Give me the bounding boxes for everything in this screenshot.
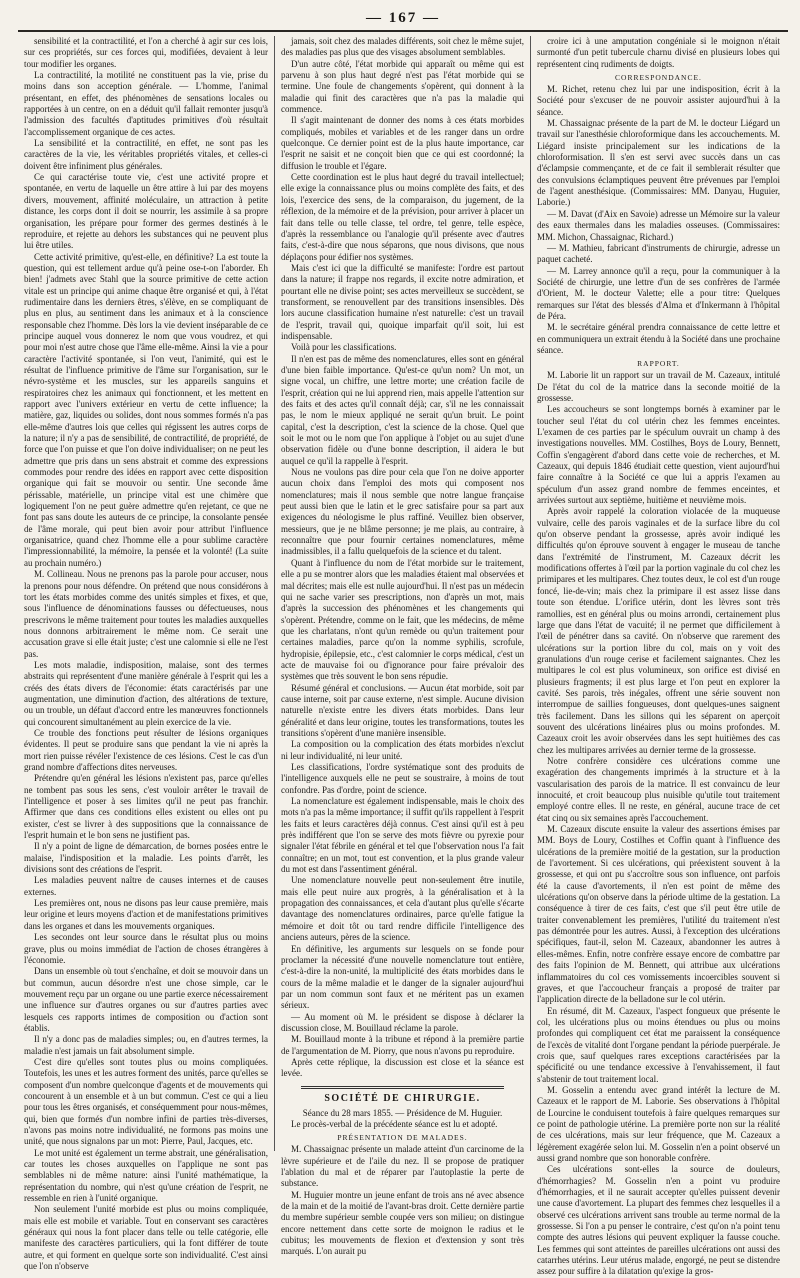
paragraph: Après cette réplique, la discussion est close et la séance est levée. xyxy=(281,1056,524,1079)
paragraph: La composition ou la complication des états morbides n'exclut ni leur individualité, ni leur unité. xyxy=(281,739,524,761)
paragraph: Cette coordination est le plus haut degré du travail intellectuel; elle exige la connaissance plus ou moins complète des faits, et des lois, l'exercice des sens, de la comparaison, du jugement, de la réflexion, de la mémoire et de la prévision, pour arriver à placer un fait dans telle ou telle classe, tel ordre, tel genre, telle espèce, d'après la ressemblance ou l'analogie qu'il présente avec d'autres faits, c'est-à-dire que nous séparons, que nous divisons, que nous déplaçons pour édifier nos systèmes. xyxy=(281,172,524,262)
paragraph: Cette activité primitive, qu'est-elle, en définitive? La est toute la question, qui est tellement ardue qu'à peine ose-t-on l'aborder. Eh bien! j'admets avec Stahl que la source primitive de cette action vitale est un principe qui anime chaque être organisé et qui, à l'état rudimentaire dans les derniers êtres, s'élève, en se compliquant de plus en plus, au sentiment dans les animaux et à la conscience responsable chez l'homme. Dès lors la vie devient inséparable de ce principe auquel vous donnerez le nom que vous voudrez, et qui pour moi n'est autre chose que l'âme elle-même. Ainsi la vie a pour caractère l'activité spontanée, si l'on veut, l'animité, qui est le résultat de l'influence primitive de l'âme sur l'organisation, sur le névro-système et les muscles, sur les appareils sanguins et respiratoires chez les animaux qui fonctionnent, et les mettent en rapport avec l'univers extérieur en vertu de cette influence; la matière, gaz, liquides ou solides, dont nous sommes formés n'a pas elle-même d'autres lois que celles qui régissent les autres corps de la nature; il n'y a pas de sensibilité, de contractilité, de propriété, de force que l'on puisse et que l'on doive individualiser; on ne peut les admettre que pris dans un sens abstrait et comme des expressions commodes pour rendre des idées en rapport avec cette disposition organique qui fait se mouvoir ou sentir. Une seconde âme périssable, matérielle, un principe vital est une chimère que logiquement l'on ne peut guère admettre qu'en rejetant, ce que ne font pas sans doute les auteurs de ce principe, la consolante pensée de l'âme morale, qui peut bien avoir pour attribut l'influence organisatrice, quand chez l'homme elle a pour sublime caractère l'impressionnabilité, la mémoire, la pensée et la volonté! (La suite au prochain numéro.) xyxy=(24,251,268,568)
column-3 xyxy=(530,36,786,1277)
paragraph: Prétendre qu'en général les lésions n'existent pas, parce qu'elles ne tombent pas sous les sens, c'est vouloir arrêter le travail de l'intelligence et poser à ses limites qu'il ne peut pas franchir. Affirmer que dans ces conditions elles existent ou elles ont pu exister, c'est se livrer à des suppositions que la connaissance de l'esprit humain et le bon sens ne justifient pas. xyxy=(24,773,268,841)
paragraph: Ce trouble des fonctions peut résulter de lésions organiques évidentes. Il peut se produire sans que pendant la vie ni après la mort rien puisse révéler l'existence de ces lésions. C'est le cas d'un grand nombre d'affections dites nerveuses. xyxy=(24,727,268,772)
paragraph: sensibilité et la contractilité, et l'on a cherché à agir sur ces lois, sur ces propriétés, sur ces forces qui, modifiées, devaient à leur tour modifier les organes. xyxy=(24,36,268,69)
paragraph: Quant à l'influence du nom de l'état morbide sur le traitement, elle a pu se montrer alors que les maladies étaient mal observées et mal décrites; mais elle est nulle aujourd'hui. Il n'est pas un médecin qui ne sache varier ses prescriptions, non d'après un mot, mais d'après la succession des phénomènes et les changements qui s'opèrent. Prétendre, comme on le fait, que les médecins, de même que les charlatans, n'ont qu'un remède ou qu'un traitement pour certaines maladies, parce qu'on la nomme syphilis, scrofule, hydropisie, épilepsie, etc., c'est calomnier le corps médical, c'est un acte de mauvaise foi ou d'ignorance pour faire prévaloir des systèmes que très souvent le bon sens répudie. xyxy=(281,557,524,682)
paragraph: Il n'en est pas de même des nomenclatures, elles sont en général d'une bien faible importance. Qu'est-ce qu'un nom? Un mot, un signe vocal, un chiffre, une lettre morte; une création facile de l'esprit, création qui ne lui apprend rien, mais appelle l'attention sur des faits et des actes qu'il connaît déjà; car, s'il ne les connaissait pas, le nom le mieux appliqué ne serait qu'un bruit. Le point capital, c'est la description, c'est la science de la chose. Quel que soit le mot ou le nom que l'on applique à l'objet ou au sujet d'une observation fidèle ou d'une bonne description, il aidera le but auquel ce qu'il la rappelle à l'esprit. xyxy=(281,353,524,466)
session-line: Séance du 28 mars 1855. — Présidence de M. Huguier. xyxy=(302,1107,503,1118)
paragraph: Les premières ont, nous ne disons pas leur cause première, mais leur origine et leurs moyens d'action et de manifestations primitives dans les organes et dans les mouvements organiques. xyxy=(24,898,268,931)
minutes-line: Le procès-verbal de la précédente séance est lu et adopté. xyxy=(291,1118,498,1129)
paragraph: Il n'y a point de ligne de démarcation, de bornes posées entre le malaise, l'indisposition et la maladie. Les points d'arrêt, les divisions sont des créations de l'esprit. xyxy=(24,841,268,875)
paragraph: Les maladies peuvent naître de causes internes et de causes externes. xyxy=(24,875,268,897)
paragraph: M. Chassaignac présente de la part de M. le docteur Liégard un travail sur l'anesthésie chloroformique dans les accouchements. M. Liégard insiste principalement sur les indications de la chloroformisation. Il s'en est servi avec succès dans un cas d'éclampsie commençante, et de ce fait il semblerait résulter que des convulsions éclamptiques peuvent être prévenues par l'emploi de l'agent anesthésique. (Commissaires: MM. Danyau, Huguier, Laborie.) xyxy=(537,118,780,208)
paragraph: La contractilité, la motilité ne constituent pas la vie, prise du moins dans son acception générale. — L'homme, l'animal présentant, en effet, des phénomènes de sensations locales ou rapportées à un centre, on en a déduit qu'il fallait remonter jusqu'à l'admission des facultés d'aptitudes primitives d'où résultait l'accomplissement organique de ces actes. xyxy=(24,70,268,137)
paragraph: La nomenclature est également indispensable, mais le choix des mots n'a pas la même importance; il suffit qu'ils rappellent à l'esprit les faits et leurs caractères déjà connus. C'est ainsi qu'il est à peu près indifférent que l'on se serve des mots fièvre ou pyrexie pour signaler l'état fébrile en général et tel que l'observation nous l'a fait connaître; en un mot, tout est convention, et la plus grande valeur du mot est dans l'assentiment général. xyxy=(281,796,524,875)
paragraph: Après avoir rappelé la coloration violacée de la muqueuse vulvaire, celle des parois vaginales et de la surface libre du col qu'on observe pendant la grossesse, après avoir indiqué les difficultés qu'on éprouve souvent à engager le museau de tanche dans l'extrémité de l'instrument, M. Cazeaux décrit les modifications offertes à l'œil par la portion vaginale du col chez les primipares et les multipares. Chez toutes deux, le col est d'un rouge foncé, lie-de-vin; mais chez la primipare il est assez lisse dans toute son étendue. L'orifice utérin, dont les lèvres sont très ramollies, est en général plus ou moins arrondi, certainement plus large que dans l'état de vacuité; il ne permet que difficilement à l'œil de pénétrer dans sa cavité. On n'observe que rarement des ulcérations sur la portion libre du col, mais on y voit des granulations d'un rouge cerise et facilement saignantes. Chez les multipares le col est plus volumineux, son orifice est divisé en plusieurs fragments; il est plus large et l'on peut en explorer la cavité. Ses parois, très inégales, offrent une série souvent non interrompue de saillies fongueuses, dont quelques-unes saignent très facilement. Dans les sillons qui les séparent on aperçoit souvent des ulcérations linéaires plus ou moins profondes. M. Cazeaux croit les avoir observées dans les sept huitièmes des cas chez les multipares arrivées au dernier terme de la grossesse. xyxy=(537,506,780,755)
correspondance-paragraphs xyxy=(537,84,780,356)
paragraph: Il s'agit maintenant de donner des noms à ces états morbides compliqués, mobiles et variables et de les ranger dans un ordre quelconque. Ce dernier point est de la plus haute importance, car l'esprit ne saisit et ne conçoit bien que ce qui est coordonné; la diffusion le trouble et l'égare. xyxy=(281,115,524,171)
section-separator xyxy=(301,1086,504,1089)
paragraph: — M. Davat (d'Aix en Savoie) adresse un Mémoire sur la valeur des eaux thermales dans les maladies osseuses. (Commissaires: MM. Michon, Chassaignac, Richard.) xyxy=(537,208,780,242)
paragraph: Les secondes ont leur source dans le résultat plus ou moins grave, plus ou moins immédiat de l'action de choses étrangères à l'économie. xyxy=(24,932,268,965)
paragraph: Mais c'est ici que la difficulté se manifeste: l'ordre est partout dans la nature; il frappe nos regards, il excite notre admiration, et pourtant elle ne divise point; ses actes merveilleux se succèdent, se transforment, se renouvellent par des transitions insensibles. Dès lors aucune classification humaine n'est naturelle: c'est un travail de l'esprit, travail qui, quoique imparfait qu'il soit, lui est indispensable. xyxy=(281,262,524,341)
paragraph: Ce qui caractérise toute vie, c'est une activité propre et spontanée, en vertu de laquelle un être attire à lui par des moyens divers, mouvement, affinité moléculaire, un attraction à petite distance, les corps dont il doit se nourrir, les assimile à sa propre organisation, les prépare pour former des germes destinés à le reproduire, et rejette au dehors les substances qui ne peuvent plus lui être utiles. xyxy=(24,172,268,251)
section-title: SOCIÉTÉ DE CHIRURGIE. xyxy=(324,1092,481,1104)
paragraph: M. Cazeaux discute ensuite la valeur des assertions émises par MM. Boys de Loury, Costilhes et Coffin quant à l'influence des ulcérations de la première moitié de la gestation, sur la production de l'avortement. Si ces ulcérations, qui préexistent souvent à la grossesse, et qui ont pu s'accroître sous son influence, ont parfois été la cause d'avortements, il n'en est point de même des ulcérations qu'on observe dans la période ultime de la gestation. La conséquence à tirer de ces faits, c'est que s'il peut être utile de traiter convenablement les premières, l'utilité du traitement n'est pas démontrée pour les autres. Aussi, à l'exception des ulcérations spécifiques, faut-il, selon M. Cazeaux, abandonner les autres à elles-mêmes. Enfin, notre confrère essaye encore de combattre par des faits l'opinion de M. Bennett, qui attribue aux ulcérations inflammatoires du col ces vomissements incoercibles souvent si graves, et que l'accoucheur français a proposé de traiter par l'application directe de la belladone sur le col utérin. xyxy=(537,824,780,1005)
paragraph: M. le secrétaire général prendra connaissance de cette lettre et en communiquera un extrait étendu à la Société dans une prochaine séance. xyxy=(537,322,780,355)
paragraph: D'un autre côté, l'état morbide qui apparaît ou même qui est parvenu à son plus haut degré n'est pas l'état morbide qui se termine. Une foule de changements s'opèrent, qui donnent à la maladie qui finit des caractères que n'a pas la maladie qui commence. xyxy=(281,58,524,115)
paragraph: Résumé général et conclusions. — Aucun état morbide, soit par cause interne, soit par cause externe, n'est simple. Aucune division naturelle n'existe entre les divers états morbides. Dans leur généralité et dans leur origine, toutes les transformations, toutes les transitions s'opèrent d'une manière insensible. xyxy=(281,682,524,738)
paragraph: M. Chassaignac présente un malade atteint d'un carcinome de la lèvre supérieure et de l'aile du nez. Il se propose de pratiquer l'ablation du mal et de réparer par l'autoplastie la perte de substance. xyxy=(281,1144,524,1189)
columns xyxy=(18,36,788,1277)
paragraph: La sensibilité et la contractilité, en effet, ne sont pas les caractères de la vie, les véritables propriétés vitales, et celles-ci doivent être infiniment plus générales. xyxy=(24,138,268,171)
header-rule xyxy=(18,30,788,32)
paragraph: Dans un ensemble où tout s'enchaîne, et doit se mouvoir dans un but commun, aucun désordre n'est une chose simple, car le mouvement reçu par un organe ou une partie exerce nécessairement une influence sur d'autres organes ou sur d'autres parties avec lesquels ces rapports intimes de composition ou d'action sont établis. xyxy=(24,966,268,1033)
paragraph: M. Richet, retenu chez lui par une indisposition, écrit à la Société pour s'excuser de ne pouvoir assister aujourd'hui à la séance. xyxy=(537,84,780,117)
paragraph: Le mot unité est également un terme abstrait, une généralisation, car toutes les choses auxquelles on l'applique ne sont pas semblables ni de même nature: ainsi l'unité mathématique, la représentation du nombre, qui n'est qu'une création de l'esprit, ne ressemble en rien à l'unité organique. xyxy=(24,1147,268,1204)
paragraph: Notre confrère considère ces ulcérations comme une exagération des changements imprimés à la structure et à la vascularisation des parois de la matrice. Il est convaincu de leur innocuité, et croit beaucoup plus nuisible qu'utile tout traitement employé contre elles. Il ne reste, en général, aucune trace de cet état cinq ou six semaines après l'accouchement. xyxy=(537,755,780,823)
paragraph: Les mots maladie, indisposition, malaise, sont des termes abstraits qui représentent d'une manière générale à l'esprit qui les a créés des états divers de l'économie: états caractérisés par une augmentation, une diminution d'action, des altérations de texture, ou un trouble, un défaut d'accord entre les manœuvres fonctionnels qui concourent simultanément au plein exercice de la vie. xyxy=(24,659,268,727)
paragraph: M. Gosselin a entendu avec grand intérêt la lecture de M. Cazeaux et le rapport de M. Laborie. Ses observations à l'hôpital de Lourcine le conduisent toutefois à faire quelques remarques sur ce point de pathologie utérine. La première porte non sur la réalité de ces ulcérations, mais sur leur fréquence, que M. Cazeaux a légèrement exagérée selon lui. M. Gosselin n'en a point observé un aussi grand nombre que son honorable confrère. xyxy=(537,1084,780,1163)
paragraph: Une nomenclature nouvelle peut non-seulement être inutile, mais elle peut nuire aux progrès, à la généralisation et à la propagation des connaissances, et cela d'autant plus qu'elle s'écarte davantage des nomenclatures ordinaires, parce qu'elle fatigue la mémoire et doit tôt ou tard rendre difficile l'intelligence des anciens auteurs, pères de la science. xyxy=(281,875,524,943)
column-3-top xyxy=(537,36,780,70)
paragraph: — M. Mathieu, fabricant d'instruments de chirurgie, adresse un paquet cacheté. xyxy=(537,242,780,265)
paragraph: croire ici à une amputation congéniale si le moignon n'était surmonté d'un petit tubercule charnu divisé en plusieurs lobes qui représentent cinq rudiments de doigts. xyxy=(537,36,780,69)
paragraph: M. Laborie lit un rapport sur un travail de M. Cazeaux, intitulé De l'état du col de la matrice dans la seconde moitié de la grossesse. xyxy=(537,370,780,403)
column-2-body xyxy=(281,36,524,1080)
paragraph: jamais, soit chez des malades différents, soit chez le même sujet, des maladies pas plus que des visages absolument semblables. xyxy=(281,36,525,58)
paragraph: Ces ulcérations sont-elles la source de douleurs, d'hémorrhagies? M. Gosselin n'en a point vu produire d'hémorrhagies, et il ne saurait accepter qu'elles puissent devenir une cause d'avortement. La plupart des femmes chez lesquelles il a observé ces ulcérations arrivent sans trouble au terme normal de la grossesse. Si l'on a pu penser le contraire, c'est qu'on n'a point tenu compte des autres lésions qui peuvent expliquer la fausse couche. Les femmes qui sont atteintes de pareilles ulcérations ont aussi des catarrhes utérins. Leur utérus malade, engorgé, ne peut se distendre assez pour suffire à la dilatation qu'exige la gros- xyxy=(537,1164,780,1277)
column-2 xyxy=(274,36,530,1257)
paragraph: M. Huguier montre un jeune enfant de trois ans né avec absence de la main et de la moitié de l'avant-bras droit. Cette dernière partie du membre supérieur semble coupée vers son milieu; on distingue encore nettement dans cette sorte de moignon le radius et le cubitus; les mouvements de flexion et d'extension y sont très marqués. L'on aurait pu xyxy=(281,1189,524,1257)
paragraph: En définitive, les arguments sur lesquels on se fonde pour proclamer la nécessité d'une nouvelle nomenclature tout entière, c'est-à-dire la non-unité, la multiplicité des états morbides dans le cours de la même maladie et le danger de la signaler aujourd'hui par un nom commun sont faux et ne méritent pas un examen sérieux. xyxy=(281,943,524,1011)
paragraph: Il n'y a donc pas de maladies simples; ou, en d'autres termes, la maladie n'est jamais un fait absolument simple. xyxy=(24,1034,268,1056)
column-1 xyxy=(18,36,274,1272)
paragraph: Les classifications, l'ordre systématique sont des produits de l'intelligence auxquels elle ne peut se soustraire, à moins de tout confondre. Pas d'ordre, point de science. xyxy=(281,762,524,795)
paragraph: M. Collineau. Nous ne prenons pas la parole pour accuser, nous la prenons pour nous défendre. On prétend que nous considérons à tort les états morbides comme des unités simples et fixes, et que, sous l'influence de dénominations fausses ou défectueuses, nous prescrivons le même traitement pour toutes les maladies auxquelles nous donnons arbitrairement le même nom. Ce serait une accusation grave si elle était juste; c'est une calomnie si elle ne l'est pas. xyxy=(24,569,268,659)
paragraph: M. Bouillaud monte à la tribune et répond à la première partie de l'argumentation de M. Piorry, que nous n'avons pu reproduire. xyxy=(281,1034,524,1056)
paragraph: — Au moment où M. le président se dispose à déclarer la discussion close, M. Bouillaud réclame la parole. xyxy=(281,1011,524,1033)
subhead-rapport: RAPPORT. xyxy=(637,359,680,369)
rapport-paragraphs xyxy=(537,370,780,1278)
subhead-correspondance: CORRESPONDANCE. xyxy=(615,73,702,83)
presentation-paragraphs xyxy=(281,1144,524,1257)
subhead-presentation: PRÉSENTATION DE MALADES. xyxy=(337,1133,468,1143)
paragraph: Non seulement l'unité morbide est plus ou moins compliquée, mais elle est mobile et variable. Tout en conservant ses caractères généraux qui nous la font placer dans telle ou telle catégorie, elle manifeste des caractères particuliers, qui la font différer de toute autre, et qui forment en quelque sorte son individualité. C'est ainsi que l'on n'observe xyxy=(24,1204,268,1272)
paragraph: — M. Larrey annonce qu'il a reçu, pour la communiquer à la Société de chirurgie, une lettre d'un de ses confrères de l'armée d'Orient, M. le docteur Valette; elle a pour titre: Quelques remarques sur l'état des blessés d'Alma et d'Inkermann à l'hôpital de Péra. xyxy=(537,265,780,321)
paragraph: Les accoucheurs se sont longtemps bornés à examiner par le toucher seul l'état du col utérin chez les femmes enceintes. L'examen de ces parties par le spéculum ouvrait un champ à des investigations nouvelles. MM. Costilhes, Boys de Loury, Bennett, Coffin s'engagèrent d'abord dans cette voie de recherches, et M. Cazeaux, qui depuis 1846 étudiait cette question, vient aujourd'hui faire connaître à la Société ce que lui a appris l'examen au spéculum d'un assez grand nombre de femmes enceintes, et arrivées surtout aux septième, huitième et neuvième mois. xyxy=(537,404,780,506)
paragraph: C'est dire qu'elles sont toutes plus ou moins compliquées. Toutefois, les unes et les autres forment des unités, parce qu'elles se composent d'un nombre quelconque d'agents et de mouvements qui concourent à un ensemble et à un but commun. C'est ce qui a lieu pour tous les êtres organisés, et conséquemment pour nous-mêmes, qui, bien que formés d'un nombre infini de parties très-diverses, n'avons pas moins notre individualité, ne formons pas moins une unité, que nous signalons par un mot: Pierre, Paul, Jacques, etc. xyxy=(24,1056,268,1147)
paragraph: Voilà pour les classifications. xyxy=(291,342,397,353)
page-number: — 167 — xyxy=(366,10,440,26)
paragraph: En résumé, dit M. Cazeaux, l'aspect fongueux que présente le col, les ulcérations plus ou moins étendues ou plus ou moins profondes qui compliquent cet état me paraissent la conséquence de l'excès de vitalité dont l'organe pendant la période puerpérale. Je crois que, sauf quelques rares exceptions caractérisées par la spécificité ou une tendance excessive à l'envahissement, il faut s'abstenir de tout traitement local. xyxy=(537,1005,780,1084)
paragraph: Nous ne voulons pas dire pour cela que l'on ne doive apporter aucun choix dans l'emploi des mots qui composent nos nomenclatures; mais il nous semble que notre langue française peut aussi bien que le latin et le grec satisfaire pour sa part aux exigences du néologisme le plus raffiné. Veuillez bien observer, messieurs, que je ne blâme personne; je me plais, au contraire, à reconnaître que pour fournir certaines nomenclatures, même inadmissibles, il a fallu quelquefois de la science et du talent. xyxy=(281,467,524,557)
